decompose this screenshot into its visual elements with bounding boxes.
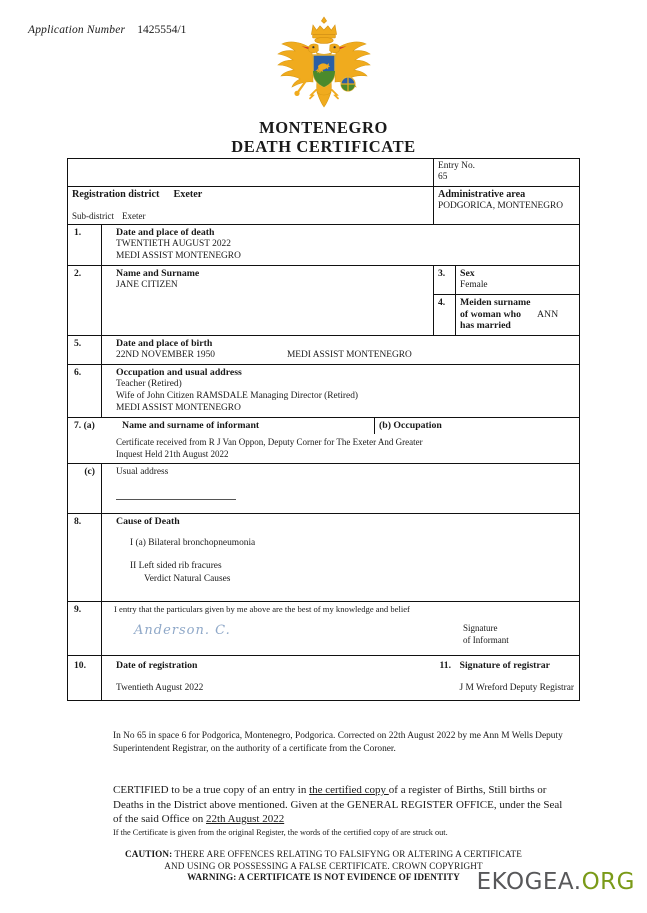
caution-line-1: THERE ARE OFFENCES RELATING TO FALSIFYNG OR ALTERING A CERTIFICATE xyxy=(172,849,522,859)
title-country: MONTENEGRO xyxy=(259,118,388,137)
row-9-number: 9. xyxy=(68,601,102,655)
table-row-2-name-and-sex xyxy=(68,266,580,295)
row-6-value-line2: Wife of John Citizen RAMSDALE Managing Director (Retired) xyxy=(116,390,359,401)
row-1-value-place: MEDI ASSIST MONTENEGRO xyxy=(116,251,241,261)
caution-label: CAUTION: xyxy=(125,849,173,859)
sub-district-value: Exeter xyxy=(122,211,146,221)
row-8-content xyxy=(102,513,580,601)
table-row-10-11-registration xyxy=(68,655,580,700)
registration-district-cell xyxy=(68,187,434,225)
row-4-number: 4. xyxy=(434,295,456,336)
registration-district-label: Registration district xyxy=(72,189,160,200)
row-9-declaration-text: I entry that the particulars given by me above are the best of my knowledge and belief xyxy=(114,603,410,614)
row-5-value-date: 22ND NOVEMBER 1950 xyxy=(116,349,215,360)
table-row-7c-usual-address xyxy=(68,463,580,513)
entry-blank-cell xyxy=(68,159,434,187)
table-row-district xyxy=(68,187,580,225)
row-2-number: 2. xyxy=(68,266,102,336)
correction-note: In No 65 in space 6 for Podgorica, Montenegro, Podgorica. Corrected on 22th August 2022 by me Ann M Wells Deputy Superintendent Registrar, on the authority of a certificate from the Coroner. xyxy=(113,731,563,754)
row-8-number: 8. xyxy=(68,513,102,601)
certified-text-part2: of a register of Births, Still births or Deaths in the District above mentioned. Given at the GENERAL REGISTER OFFICE, under the Seal of the said Office on xyxy=(113,784,563,825)
row-8-verdict: Verdict Natural Causes xyxy=(144,573,231,584)
row-4-label-line3: has married xyxy=(460,320,511,331)
table-row-8-cause-of-death xyxy=(68,513,580,601)
registration-district-value: Exeter xyxy=(173,189,203,200)
row-4-label-line2: of woman who xyxy=(460,308,521,320)
row-2-label: Name and Surname xyxy=(116,268,200,279)
caution-line-2: AND USING OR POSSESSING A FALSE CERTIFICATE. CROWN COPYRIGHT xyxy=(164,860,483,871)
application-number-value: 1425554/1 xyxy=(137,24,187,36)
row-7a-content xyxy=(68,417,580,463)
row-7a-value-line2: Inquest Held 21th August 2022 xyxy=(116,448,229,459)
row-4-content xyxy=(456,295,580,336)
row-7a-label: Name and surname of informant xyxy=(122,419,260,431)
application-number-label: Application Number xyxy=(28,24,126,36)
usual-address-input-line[interactable] xyxy=(116,486,236,500)
row-7c-content xyxy=(102,463,580,513)
row-10-label: Date of registration xyxy=(116,659,198,671)
signature-label-line2: of Informant xyxy=(463,634,509,645)
entry-no-value: 65 xyxy=(438,172,448,182)
table-row-9-declaration xyxy=(68,601,580,655)
row-6-content xyxy=(102,364,580,417)
informant-signature: Anderson. C. xyxy=(134,622,231,638)
certified-underlined-phrase: the certified copy xyxy=(309,784,389,796)
row-11-content xyxy=(456,655,580,700)
title-document-type: DEATH CERTIFICATE xyxy=(231,137,416,156)
sub-district-label: Sub-district xyxy=(72,211,114,221)
row-6-label: Occupation and usual address xyxy=(116,366,242,378)
row-5-label: Date and place of birth xyxy=(116,337,213,349)
watermark-tld: ORG xyxy=(581,869,635,895)
row-3-value: Female xyxy=(460,280,488,290)
row-3-content xyxy=(456,266,580,295)
table-row-7a-informant xyxy=(68,417,580,463)
row-10-value: Twentieth August 2022 xyxy=(116,682,204,693)
death-certificate-table xyxy=(67,158,580,701)
row-5-content xyxy=(102,335,580,364)
table-row-5-date-place-of-birth xyxy=(68,335,580,364)
table-row-entry-no xyxy=(68,159,580,187)
administrative-area-cell xyxy=(434,187,580,225)
entry-no-label: Entry No. xyxy=(438,161,475,171)
row-1-number: 1. xyxy=(68,225,102,266)
row-2-content xyxy=(102,266,434,336)
row-5-number: 5. xyxy=(68,335,102,364)
row-7c-label: Usual address xyxy=(116,466,169,477)
table-row-6-occupation-address xyxy=(68,364,580,417)
row-6-value-line3: MEDI ASSIST MONTENEGRO xyxy=(116,402,241,413)
row-7a-value-line1: Certificate received from R J Van Oppon, Deputy Corner for The Exeter And Greater xyxy=(116,436,423,447)
row-3-number: 3. xyxy=(434,266,456,295)
row-4-value: ANN xyxy=(536,308,559,320)
certified-text-part1: CERTIFIED to be a true copy of an entry in xyxy=(113,784,310,796)
row-11-number: 11. xyxy=(434,655,456,700)
certified-seal-date: 22th August 2022 xyxy=(205,813,285,825)
row-4-label-line1: Meiden surname xyxy=(460,297,531,308)
row-8-label: Cause of Death xyxy=(116,515,180,527)
row-7a-number: 7. (a) xyxy=(74,419,95,431)
signature-label-line1: Signature xyxy=(463,622,498,633)
row-10-number: 10. xyxy=(68,655,102,700)
certified-statement xyxy=(113,783,571,827)
entry-no-cell xyxy=(434,159,580,187)
row-6-value-line1: Teacher (Retired) xyxy=(116,378,182,389)
row-7b-occupation-label: (b) Occupation xyxy=(375,418,580,434)
montenegro-coat-of-arms-icon xyxy=(0,14,647,114)
row-1-value-date: TWENTIETH AUGUST 2022 xyxy=(116,239,231,249)
row-1-label: Date and place of death xyxy=(116,227,215,238)
row-7c-number: (c) xyxy=(68,463,102,513)
row-8-cause-ii: II Left sided rib fracures xyxy=(130,560,222,571)
watermark-name: EKOGEA. xyxy=(476,869,582,895)
administrative-area-label: Administrative area xyxy=(438,189,526,200)
warning-line: WARNING: A CERTIFICATE IS NOT EVIDENCE OF IDENTITY xyxy=(187,872,460,882)
fineprint-note: If the Certificate is given from the original Register, the words of the certified copy of are struck out. xyxy=(113,828,448,837)
row-3-label: Sex xyxy=(460,268,475,279)
row-5-value-place: MEDI ASSIST MONTENEGRO xyxy=(286,349,412,360)
row-2-value: JANE CITIZEN xyxy=(116,280,178,290)
row-11-value: J M Wreford Deputy Registrar xyxy=(459,682,575,693)
administrative-area-value: PODGORICA, MONTENEGRO xyxy=(438,201,564,211)
row-9-content xyxy=(102,601,580,655)
row-1-content xyxy=(102,225,580,266)
ekogea-watermark xyxy=(477,869,635,895)
table-row-1-date-place-of-death xyxy=(68,225,580,266)
row-6-number: 6. xyxy=(68,364,102,417)
row-11-label: Signature of registrar xyxy=(459,659,551,671)
page-title xyxy=(0,118,647,156)
row-8-cause-ia: I (a) Bilateral bronchopneumonia xyxy=(130,537,256,548)
row-10-content xyxy=(102,655,434,700)
